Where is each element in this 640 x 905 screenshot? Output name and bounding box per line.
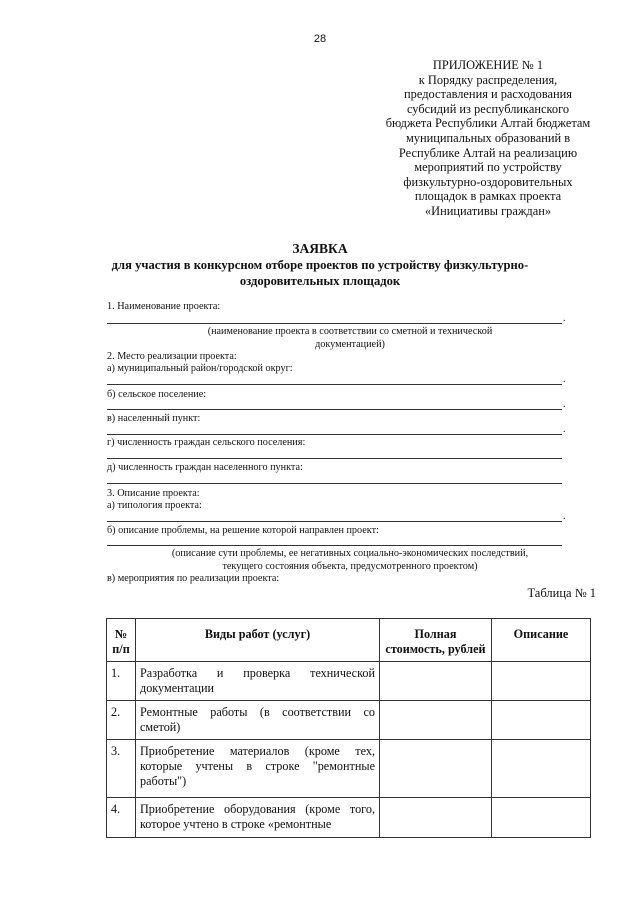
row-number: 1. [107,662,136,701]
section-2-label: 2. Место реализации проекта: [107,351,237,362]
row-number: 3. [107,740,136,798]
field-dot: . [563,313,566,324]
appendix-line: муниципальных образований в [405,130,571,145]
row-description-cell[interactable] [492,701,591,740]
appendix-header [368,58,608,219]
hint-line: (описание сути проблемы, ее негативных социально-экономических последствий, [171,548,529,559]
row-number: 2. [107,701,136,740]
row-description-cell[interactable] [492,798,591,838]
field-dot: . [563,511,566,522]
header-number: № п/п [107,619,136,662]
table-row [107,701,591,740]
appendix-line: физкультурно-оздоровительных [403,174,573,189]
header-cost: Полная стоимость, рублей [380,619,492,662]
appendix-line: предоставления и расходования [404,87,572,102]
municipal-district-label: а) муниципальный район/городской округ: [107,363,293,374]
row-work: Приобретение материалов (кроме тех, которые учтены в строке "ремонтные работы") [136,740,380,798]
hint-line: документацией) [315,339,385,350]
appendix-line: субсидий из республиканского [406,101,570,116]
hint-line: (наименование проекта в соответствии со сметной и технической [207,326,493,337]
table-row [107,662,591,701]
field-dot: . [563,374,566,385]
row-description-cell[interactable] [492,662,591,701]
section-3-label: 3. Описание проекта: [107,488,200,499]
appendix-line: «Инициативы граждан» [424,203,552,218]
locality-population-field[interactable] [107,483,562,484]
row-description-cell[interactable] [492,740,591,798]
row-cost-cell[interactable] [380,701,492,740]
problem-description-field[interactable] [107,545,562,546]
locality-field[interactable] [107,434,562,435]
document-title [100,241,540,289]
works-table [106,618,591,838]
title-subtitle-line: оздоровительных площадок [239,274,401,288]
rural-settlement-field[interactable] [107,409,562,410]
appendix-line: мероприятий по устройству [414,160,562,175]
problem-description-label: б) описание проблемы, на решение которой направлен проект: [107,525,379,536]
locality-label: в) населенный пункт: [107,413,201,424]
table-row [107,798,591,838]
row-cost-cell[interactable] [380,740,492,798]
row-number: 4. [107,798,136,838]
appendix-line: бюджета Республики Алтай бюджетам [385,116,591,131]
appendix-line: ПРИЛОЖЕНИЕ № 1 [432,58,544,72]
row-cost-cell[interactable] [380,798,492,838]
appendix-line: к Порядку распределения, [418,72,558,87]
title-main: ЗАЯВКА [292,241,348,256]
section-1-label: 1. Наименование проекта: [107,301,221,312]
row-work: Разработка и проверка технической документации [136,662,380,701]
problem-description-hint [130,547,570,573]
settlement-population-label: г) численность граждан сельского поселения: [107,437,306,448]
title-subtitle-line: для участия в конкурсном отборе проектов по устройству физкультурно- [111,258,529,272]
page-number: 28 [313,33,327,45]
row-cost-cell[interactable] [380,662,492,701]
settlement-population-field[interactable] [107,458,562,459]
project-typology-label: а) типология проекта: [107,500,202,511]
table-label: Таблица № 1 [527,586,596,600]
row-work: Ремонтные работы (в соответствии со сметой) [136,701,380,740]
table-header-row [107,619,591,662]
project-typology-field[interactable] [107,521,562,522]
locality-population-label: д) численность граждан населенного пункта: [107,462,303,473]
municipal-district-field[interactable] [107,384,562,385]
header-works: Виды работ (услуг) [136,619,380,662]
header-description: Описание [492,619,591,662]
rural-settlement-label: б) сельское поселение: [107,389,207,400]
hint-line: текущего состояния объекта, предусмотренного проектом) [222,561,478,572]
row-work: Приобретение оборудования (кроме того, которое учтено в строке «ремонтные [136,798,380,838]
appendix-line: площадок в рамках проекта [414,189,562,204]
appendix-line: Республике Алтай на реализацию [398,145,578,160]
project-activities-label: в) мероприятия по реализации проекта: [107,573,280,584]
field-dot: . [563,399,566,410]
field-dot: . [563,424,566,435]
table-row [107,740,591,798]
project-name-hint [130,325,570,351]
project-name-field[interactable] [107,323,562,324]
